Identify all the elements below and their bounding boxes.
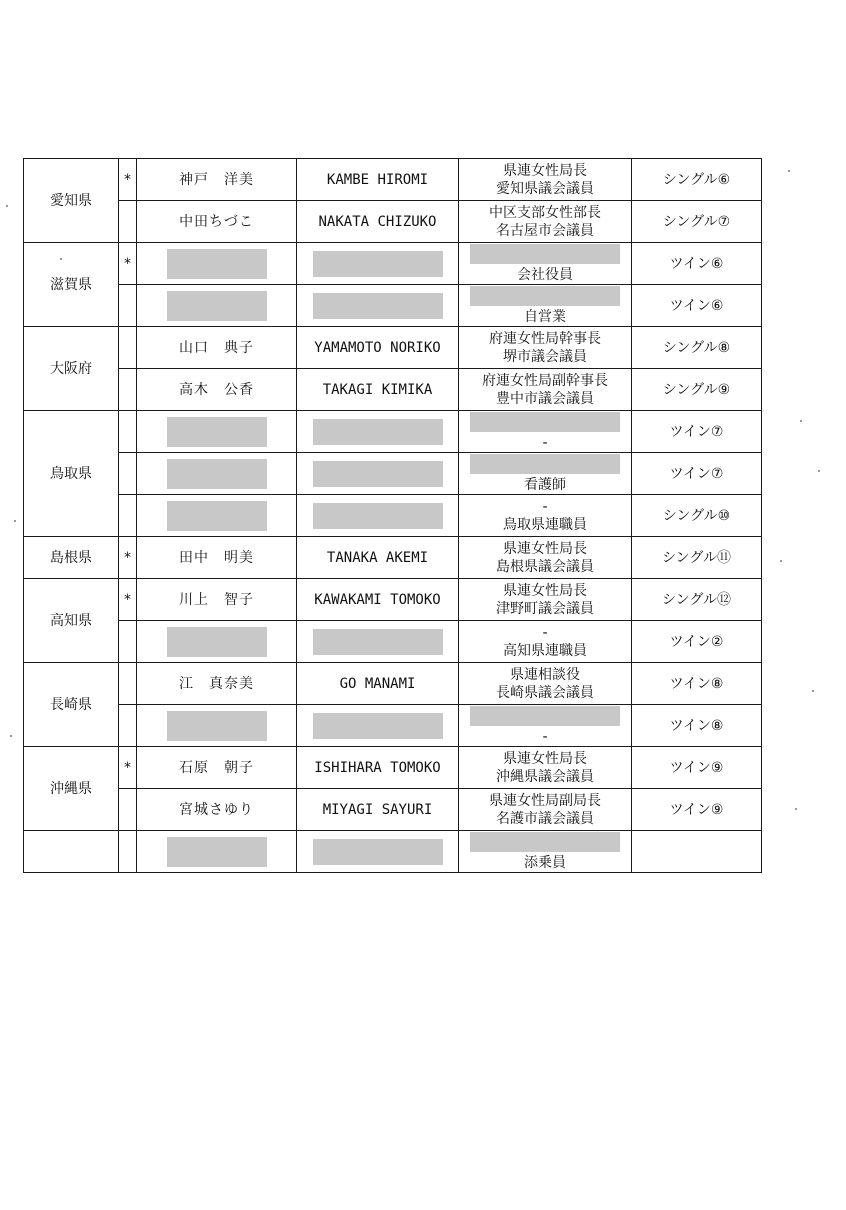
title-cell [459, 201, 632, 243]
romaji-name: GO MANAMI [297, 663, 459, 705]
prefecture-cell: 沖縄県 [24, 747, 119, 831]
scan-speck [788, 170, 790, 172]
leader-mark [119, 201, 137, 243]
title-line-1: 県連女性局副局長 [489, 792, 601, 809]
leader-mark: * [119, 243, 137, 285]
title-line-1: 府連女性局副幹事長 [482, 372, 608, 389]
romaji-name: YAMAMOTO NORIKO [297, 327, 459, 369]
japanese-name [137, 411, 297, 453]
prefecture-cell: 高知県 [24, 579, 119, 663]
leader-mark [119, 411, 137, 453]
title-line-2: 高知県連職員 [503, 642, 587, 659]
title-cell [459, 243, 632, 285]
title-cell [459, 831, 632, 873]
table-row [24, 537, 762, 579]
leader-mark [119, 789, 137, 831]
japanese-name [137, 495, 297, 537]
room-type: ツイン⑧ [632, 663, 762, 705]
redaction-block [167, 627, 267, 657]
table-row [24, 579, 762, 621]
table-row [24, 621, 762, 663]
title-line-1: 中区支部女性部長 [489, 204, 601, 221]
title-line-2: 鳥取県連職員 [503, 516, 587, 533]
redaction-block [313, 293, 443, 319]
redaction-block [313, 839, 443, 865]
leader-mark [119, 663, 137, 705]
redaction-block [313, 419, 443, 445]
japanese-name: 石原 朝子 [137, 747, 297, 789]
redaction-block [167, 837, 267, 867]
redaction-block [167, 249, 267, 279]
title-cell [459, 579, 632, 621]
japanese-name: 神戸 洋美 [137, 159, 297, 201]
title-line-1: 県連女性局長 [503, 582, 587, 599]
romaji-name: NAKATA CHIZUKO [297, 201, 459, 243]
prefecture-cell: 愛知県 [24, 159, 119, 243]
table-row [24, 411, 762, 453]
japanese-name: 山口 典子 [137, 327, 297, 369]
room-type: シングル⑩ [632, 495, 762, 537]
redaction-block [470, 286, 620, 306]
japanese-name [137, 453, 297, 495]
title-line-1: - [542, 498, 548, 515]
leader-mark [119, 453, 137, 495]
title-cell [459, 663, 632, 705]
title-line-1: 県連女性局長 [503, 162, 587, 179]
japanese-name: 中田ちづこ [137, 201, 297, 243]
romaji-name: KAWAKAMI TOMOKO [297, 579, 459, 621]
title-line-2: 堺市議会議員 [503, 348, 587, 365]
redaction-block [313, 503, 443, 529]
japanese-name: 江 真奈美 [137, 663, 297, 705]
romaji-name: MIYAGI SAYURI [297, 789, 459, 831]
scan-speck [795, 808, 797, 810]
title-cell [459, 453, 632, 495]
title-cell [459, 285, 632, 327]
leader-mark [119, 621, 137, 663]
title-line-2: 豊中市議会議員 [496, 390, 594, 407]
title-line-1: 県連女性局長 [503, 540, 587, 557]
room-type [632, 831, 762, 873]
room-type: ツイン⑨ [632, 789, 762, 831]
room-type: ツイン⑧ [632, 705, 762, 747]
scan-speck [800, 420, 802, 422]
room-type: ツイン⑥ [632, 243, 762, 285]
title-line-2: 看護師 [524, 477, 566, 493]
japanese-name [137, 285, 297, 327]
table-row [24, 243, 762, 285]
title-line-2: 会社役員 [517, 267, 573, 283]
table-row [24, 705, 762, 747]
romaji-name: TANAKA AKEMI [297, 537, 459, 579]
romaji-name [297, 621, 459, 663]
scan-speck [14, 520, 16, 522]
table-row [24, 789, 762, 831]
redaction-block [470, 244, 620, 264]
leader-mark [119, 831, 137, 873]
room-type: ツイン⑦ [632, 411, 762, 453]
romaji-name [297, 243, 459, 285]
redaction-block [313, 251, 443, 277]
table-row [24, 495, 762, 537]
title-cell [459, 789, 632, 831]
title-cell [459, 159, 632, 201]
leader-mark [119, 327, 137, 369]
scan-speck [812, 690, 814, 692]
redaction-block [167, 417, 267, 447]
title-cell [459, 537, 632, 579]
title-line-1: 県連女性局長 [503, 750, 587, 767]
leader-mark: * [119, 159, 137, 201]
leader-mark: * [119, 537, 137, 579]
romaji-name [297, 453, 459, 495]
leader-mark: * [119, 579, 137, 621]
japanese-name [137, 831, 297, 873]
romaji-name [297, 705, 459, 747]
title-line-2: 自営業 [524, 309, 566, 325]
romaji-name: TAKAGI KIMIKA [297, 369, 459, 411]
leader-mark [119, 705, 137, 747]
japanese-name: 宮城さゆり [137, 789, 297, 831]
table-row [24, 453, 762, 495]
redaction-block [313, 629, 443, 655]
scan-speck [10, 735, 12, 737]
redaction-block [470, 706, 620, 726]
redaction-block [313, 713, 443, 739]
room-type: ツイン⑦ [632, 453, 762, 495]
room-type: シングル⑦ [632, 201, 762, 243]
table-row [24, 285, 762, 327]
prefecture-cell: 島根県 [24, 537, 119, 579]
japanese-name: 田中 明美 [137, 537, 297, 579]
room-type: ツイン⑥ [632, 285, 762, 327]
leader-mark [119, 369, 137, 411]
prefecture-cell: 鳥取県 [24, 411, 119, 537]
redaction-block [167, 711, 267, 741]
redaction-block [167, 291, 267, 321]
leader-mark [119, 285, 137, 327]
delegate-roster-table [23, 158, 762, 873]
leader-mark: * [119, 747, 137, 789]
scan-speck [818, 470, 820, 472]
prefecture-cell: 大阪府 [24, 327, 119, 411]
japanese-name [137, 705, 297, 747]
redaction-block [470, 454, 620, 474]
japanese-name: 川上 智子 [137, 579, 297, 621]
redaction-block [313, 461, 443, 487]
room-type: シングル⑪ [632, 537, 762, 579]
table-row [24, 201, 762, 243]
title-line-2: - [542, 435, 548, 451]
title-line-2: - [542, 729, 548, 745]
prefecture-cell: 長崎県 [24, 663, 119, 747]
scan-speck [6, 205, 8, 207]
japanese-name [137, 243, 297, 285]
title-line-2: 添乗員 [524, 855, 566, 871]
romaji-name [297, 411, 459, 453]
title-line-2: 名古屋市会議員 [496, 222, 594, 239]
redaction-block [470, 832, 620, 852]
table-row [24, 327, 762, 369]
romaji-name [297, 831, 459, 873]
title-cell [459, 369, 632, 411]
title-line-2: 島根県議会議員 [496, 558, 594, 575]
redaction-block [470, 412, 620, 432]
japanese-name [137, 621, 297, 663]
title-line-2: 愛知県議会議員 [496, 180, 594, 197]
room-type: ツイン② [632, 621, 762, 663]
title-line-1: 県連相談役 [510, 666, 580, 683]
room-type: シングル⑫ [632, 579, 762, 621]
room-type: シングル⑧ [632, 327, 762, 369]
title-line-2: 名護市議会議員 [496, 810, 594, 827]
romaji-name: KAMBE HIROMI [297, 159, 459, 201]
table-row [24, 369, 762, 411]
redaction-block [167, 501, 267, 531]
prefecture-cell [24, 831, 119, 873]
room-type: シングル⑨ [632, 369, 762, 411]
title-cell [459, 621, 632, 663]
scan-speck [60, 258, 62, 260]
title-line-2: 津野町議会議員 [496, 600, 594, 617]
table-row [24, 831, 762, 873]
romaji-name: ISHIHARA TOMOKO [297, 747, 459, 789]
table-row [24, 747, 762, 789]
prefecture-cell: 滋賀県 [24, 243, 119, 327]
redaction-block [167, 459, 267, 489]
romaji-name [297, 285, 459, 327]
title-line-1: - [542, 624, 548, 641]
room-type: ツイン⑨ [632, 747, 762, 789]
title-line-2: 沖縄県議会議員 [496, 768, 594, 785]
title-cell [459, 411, 632, 453]
japanese-name: 高木 公香 [137, 369, 297, 411]
title-cell [459, 747, 632, 789]
title-cell [459, 327, 632, 369]
title-cell [459, 705, 632, 747]
title-line-1: 府連女性局幹事長 [489, 330, 601, 347]
scan-speck [780, 560, 782, 562]
title-line-2: 長崎県議会議員 [496, 684, 594, 701]
room-type: シングル⑥ [632, 159, 762, 201]
title-cell [459, 495, 632, 537]
table-row [24, 159, 762, 201]
table-row [24, 663, 762, 705]
romaji-name [297, 495, 459, 537]
leader-mark [119, 495, 137, 537]
